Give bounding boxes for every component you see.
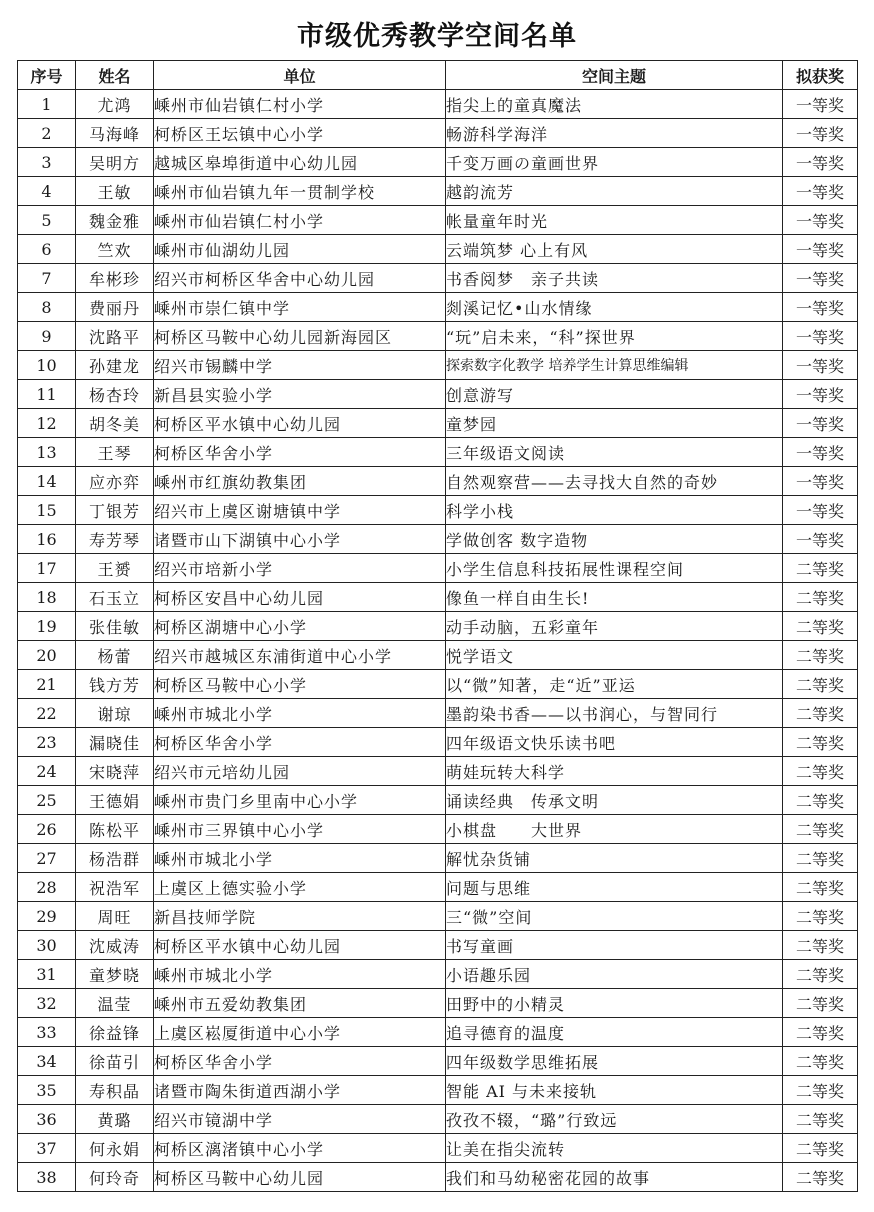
cell-name: 宋晓萍 bbox=[76, 757, 154, 786]
cell-award: 一等奖 bbox=[783, 438, 858, 467]
table-row bbox=[18, 264, 858, 293]
cell-name: 竺欢 bbox=[76, 235, 154, 264]
cell-name: 童梦晓 bbox=[76, 960, 154, 989]
cell-name: 祝浩军 bbox=[76, 873, 154, 902]
cell-award: 二等奖 bbox=[783, 612, 858, 641]
cell-name: 牟彬珍 bbox=[76, 264, 154, 293]
cell-theme: 越韵流芳 bbox=[446, 177, 783, 206]
cell-theme: 创意游写 bbox=[446, 380, 783, 409]
cell-award: 二等奖 bbox=[783, 1134, 858, 1163]
cell-unit: 柯桥区马鞍中心幼儿园 bbox=[154, 1163, 446, 1192]
table-row bbox=[18, 1163, 858, 1192]
cell-name: 钱方芳 bbox=[76, 670, 154, 699]
cell-award: 二等奖 bbox=[783, 960, 858, 989]
cell-number: 12 bbox=[18, 409, 76, 438]
cell-award: 二等奖 bbox=[783, 786, 858, 815]
cell-number: 15 bbox=[18, 496, 76, 525]
cell-award: 一等奖 bbox=[783, 409, 858, 438]
cell-theme: 解忧杂货铺 bbox=[446, 844, 783, 873]
cell-number: 31 bbox=[18, 960, 76, 989]
cell-theme: 童梦园 bbox=[446, 409, 783, 438]
cell-unit: 柯桥区平水镇中心幼儿园 bbox=[154, 931, 446, 960]
table-row bbox=[18, 757, 858, 786]
cell-name: 胡冬美 bbox=[76, 409, 154, 438]
cell-theme: 剡溪记忆•山水情缘 bbox=[446, 293, 783, 322]
cell-theme: 三年级语文阅读 bbox=[446, 438, 783, 467]
table-row bbox=[18, 235, 858, 264]
table-row bbox=[18, 699, 858, 728]
cell-name: 丁银芳 bbox=[76, 496, 154, 525]
cell-theme: 动手动脑，五彩童年 bbox=[446, 612, 783, 641]
table-row bbox=[18, 873, 858, 902]
cell-unit: 上虞区崧厦街道中心小学 bbox=[154, 1018, 446, 1047]
cell-number: 24 bbox=[18, 757, 76, 786]
cell-unit: 嵊州市仙湖幼儿园 bbox=[154, 235, 446, 264]
cell-number: 6 bbox=[18, 235, 76, 264]
cell-number: 5 bbox=[18, 206, 76, 235]
cell-unit: 柯桥区马鞍中心幼儿园新海园区 bbox=[154, 322, 446, 351]
cell-name: 陈松平 bbox=[76, 815, 154, 844]
cell-unit: 嵊州市城北小学 bbox=[154, 960, 446, 989]
cell-unit: 绍兴市上虞区谢塘镇中学 bbox=[154, 496, 446, 525]
cell-theme: 追寻德育的温度 bbox=[446, 1018, 783, 1047]
cell-theme: 田野中的小精灵 bbox=[446, 989, 783, 1018]
cell-number: 1 bbox=[18, 90, 76, 119]
cell-unit: 柯桥区华舍小学 bbox=[154, 728, 446, 757]
cell-name: 寿积晶 bbox=[76, 1076, 154, 1105]
cell-name: 沈路平 bbox=[76, 322, 154, 351]
cell-name: 费丽丹 bbox=[76, 293, 154, 322]
cell-name: 寿芳琴 bbox=[76, 525, 154, 554]
header-unit: 单位 bbox=[154, 61, 446, 90]
cell-award: 一等奖 bbox=[783, 380, 858, 409]
cell-award: 二等奖 bbox=[783, 931, 858, 960]
cell-theme: 以“微”知著，走“近”亚运 bbox=[446, 670, 783, 699]
cell-number: 32 bbox=[18, 989, 76, 1018]
header-award: 拟获奖 bbox=[783, 61, 858, 90]
cell-unit: 绍兴市柯桥区华舍中心幼儿园 bbox=[154, 264, 446, 293]
cell-theme: 我们和马幼秘密花园的故事 bbox=[446, 1163, 783, 1192]
cell-theme: 小语趣乐园 bbox=[446, 960, 783, 989]
table-row bbox=[18, 119, 858, 148]
cell-theme: 四年级语文快乐读书吧 bbox=[446, 728, 783, 757]
cell-theme: 四年级数学思维拓展 bbox=[446, 1047, 783, 1076]
cell-number: 4 bbox=[18, 177, 76, 206]
cell-name: 魏金雅 bbox=[76, 206, 154, 235]
cell-award: 二等奖 bbox=[783, 1018, 858, 1047]
cell-award: 一等奖 bbox=[783, 264, 858, 293]
cell-name: 石玉立 bbox=[76, 583, 154, 612]
table-row bbox=[18, 1047, 858, 1076]
cell-name: 王琴 bbox=[76, 438, 154, 467]
cell-theme: 诵读经典 传承文明 bbox=[446, 786, 783, 815]
cell-unit: 嵊州市仙岩镇仁村小学 bbox=[154, 206, 446, 235]
cell-name: 何永娟 bbox=[76, 1134, 154, 1163]
cell-award: 二等奖 bbox=[783, 1047, 858, 1076]
cell-unit: 绍兴市越城区东浦街道中心小学 bbox=[154, 641, 446, 670]
cell-theme: 探索数字化教学 培养学生计算思维编辑 bbox=[446, 351, 783, 380]
cell-number: 19 bbox=[18, 612, 76, 641]
table-row bbox=[18, 1134, 858, 1163]
cell-number: 16 bbox=[18, 525, 76, 554]
cell-theme: 像鱼一样自由生长! bbox=[446, 583, 783, 612]
cell-award: 一等奖 bbox=[783, 496, 858, 525]
cell-number: 25 bbox=[18, 786, 76, 815]
cell-name: 杨浩群 bbox=[76, 844, 154, 873]
cell-theme: 小棋盘 大世界 bbox=[446, 815, 783, 844]
table-row bbox=[18, 1105, 858, 1134]
cell-award: 一等奖 bbox=[783, 467, 858, 496]
cell-theme: 小学生信息科技拓展性课程空间 bbox=[446, 554, 783, 583]
table-row bbox=[18, 554, 858, 583]
table-row bbox=[18, 670, 858, 699]
cell-number: 21 bbox=[18, 670, 76, 699]
table-body bbox=[18, 90, 858, 1192]
table-row bbox=[18, 351, 858, 380]
cell-number: 28 bbox=[18, 873, 76, 902]
cell-number: 20 bbox=[18, 641, 76, 670]
cell-number: 9 bbox=[18, 322, 76, 351]
cell-award: 一等奖 bbox=[783, 525, 858, 554]
cell-theme: 墨韵染书香——以书润心，与智同行 bbox=[446, 699, 783, 728]
cell-number: 30 bbox=[18, 931, 76, 960]
table-row bbox=[18, 438, 858, 467]
table-row bbox=[18, 525, 858, 554]
cell-number: 27 bbox=[18, 844, 76, 873]
table-row bbox=[18, 786, 858, 815]
table-row bbox=[18, 902, 858, 931]
cell-award: 二等奖 bbox=[783, 583, 858, 612]
cell-award: 二等奖 bbox=[783, 1105, 858, 1134]
cell-award: 一等奖 bbox=[783, 351, 858, 380]
table-row bbox=[18, 177, 858, 206]
cell-theme: 萌娃玩转大科学 bbox=[446, 757, 783, 786]
cell-number: 7 bbox=[18, 264, 76, 293]
cell-theme: 学做创客 数字造物 bbox=[446, 525, 783, 554]
table-row bbox=[18, 293, 858, 322]
cell-award: 二等奖 bbox=[783, 815, 858, 844]
cell-award: 一等奖 bbox=[783, 119, 858, 148]
cell-number: 22 bbox=[18, 699, 76, 728]
cell-award: 二等奖 bbox=[783, 989, 858, 1018]
cell-number: 17 bbox=[18, 554, 76, 583]
cell-name: 孙建龙 bbox=[76, 351, 154, 380]
cell-name: 应亦弈 bbox=[76, 467, 154, 496]
cell-name: 谢琼 bbox=[76, 699, 154, 728]
cell-unit: 柯桥区湖塘中心小学 bbox=[154, 612, 446, 641]
cell-name: 王敏 bbox=[76, 177, 154, 206]
table-row bbox=[18, 844, 858, 873]
cell-award: 二等奖 bbox=[783, 902, 858, 931]
cell-award: 一等奖 bbox=[783, 235, 858, 264]
cell-award: 二等奖 bbox=[783, 757, 858, 786]
cell-name: 尤鸿 bbox=[76, 90, 154, 119]
table-row bbox=[18, 960, 858, 989]
header-num: 序号 bbox=[18, 61, 76, 90]
cell-unit: 嵊州市城北小学 bbox=[154, 844, 446, 873]
table-row bbox=[18, 409, 858, 438]
cell-unit: 嵊州市仙岩镇仁村小学 bbox=[154, 90, 446, 119]
cell-unit: 绍兴市锡麟中学 bbox=[154, 351, 446, 380]
cell-unit: 诸暨市山下湖镇中心小学 bbox=[154, 525, 446, 554]
cell-number: 14 bbox=[18, 467, 76, 496]
cell-number: 13 bbox=[18, 438, 76, 467]
cell-award: 一等奖 bbox=[783, 148, 858, 177]
cell-award: 二等奖 bbox=[783, 844, 858, 873]
cell-unit: 绍兴市元培幼儿园 bbox=[154, 757, 446, 786]
cell-number: 8 bbox=[18, 293, 76, 322]
cell-award: 二等奖 bbox=[783, 873, 858, 902]
cell-unit: 嵊州市红旗幼教集团 bbox=[154, 467, 446, 496]
table-row bbox=[18, 1076, 858, 1105]
cell-unit: 柯桥区华舍小学 bbox=[154, 438, 446, 467]
cell-number: 33 bbox=[18, 1018, 76, 1047]
cell-award: 一等奖 bbox=[783, 90, 858, 119]
table-row bbox=[18, 931, 858, 960]
cell-unit: 绍兴市培新小学 bbox=[154, 554, 446, 583]
cell-theme: 书写童画 bbox=[446, 931, 783, 960]
cell-number: 3 bbox=[18, 148, 76, 177]
table-row bbox=[18, 90, 858, 119]
table-row bbox=[18, 206, 858, 235]
cell-award: 二等奖 bbox=[783, 728, 858, 757]
cell-number: 26 bbox=[18, 815, 76, 844]
cell-award: 二等奖 bbox=[783, 699, 858, 728]
cell-name: 吴明方 bbox=[76, 148, 154, 177]
cell-name: 何玲奇 bbox=[76, 1163, 154, 1192]
table-row bbox=[18, 583, 858, 612]
cell-name: 王赟 bbox=[76, 554, 154, 583]
cell-unit: 越城区皋埠街道中心幼儿园 bbox=[154, 148, 446, 177]
cell-name: 杨蕾 bbox=[76, 641, 154, 670]
cell-unit: 嵊州市三界镇中心小学 bbox=[154, 815, 446, 844]
cell-theme: 自然观察营——去寻找大自然的奇妙 bbox=[446, 467, 783, 496]
table-row bbox=[18, 380, 858, 409]
cell-number: 34 bbox=[18, 1047, 76, 1076]
table-row bbox=[18, 815, 858, 844]
cell-number: 37 bbox=[18, 1134, 76, 1163]
cell-name: 张佳敏 bbox=[76, 612, 154, 641]
table-row bbox=[18, 322, 858, 351]
table-row bbox=[18, 728, 858, 757]
cell-number: 11 bbox=[18, 380, 76, 409]
cell-name: 杨杏玲 bbox=[76, 380, 154, 409]
cell-number: 23 bbox=[18, 728, 76, 757]
cell-number: 29 bbox=[18, 902, 76, 931]
cell-theme: “玩”启未来，“科”探世界 bbox=[446, 322, 783, 351]
cell-theme: 指尖上的童真魔法 bbox=[446, 90, 783, 119]
cell-award: 一等奖 bbox=[783, 206, 858, 235]
header-theme: 空间主题 bbox=[446, 61, 783, 90]
cell-award: 二等奖 bbox=[783, 670, 858, 699]
cell-award: 二等奖 bbox=[783, 554, 858, 583]
cell-theme: 三“微”空间 bbox=[446, 902, 783, 931]
cell-unit: 柯桥区漓渚镇中心小学 bbox=[154, 1134, 446, 1163]
cell-theme: 让美在指尖流转 bbox=[446, 1134, 783, 1163]
cell-name: 徐益锋 bbox=[76, 1018, 154, 1047]
cell-name: 马海峰 bbox=[76, 119, 154, 148]
cell-theme: 科学小栈 bbox=[446, 496, 783, 525]
cell-award: 一等奖 bbox=[783, 177, 858, 206]
cell-name: 沈威涛 bbox=[76, 931, 154, 960]
cell-unit: 新昌技师学院 bbox=[154, 902, 446, 931]
cell-unit: 柯桥区平水镇中心幼儿园 bbox=[154, 409, 446, 438]
cell-theme: 智能 AI 与未来接轨 bbox=[446, 1076, 783, 1105]
page-title: 市级优秀教学空间名单 bbox=[297, 21, 577, 52]
cell-award: 一等奖 bbox=[783, 322, 858, 351]
cell-name: 周旺 bbox=[76, 902, 154, 931]
cell-unit: 柯桥区王坛镇中心小学 bbox=[154, 119, 446, 148]
cell-number: 36 bbox=[18, 1105, 76, 1134]
cell-unit: 柯桥区安昌中心幼儿园 bbox=[154, 583, 446, 612]
table-row bbox=[18, 989, 858, 1018]
table-row bbox=[18, 496, 858, 525]
award-roster-table bbox=[17, 60, 858, 1192]
cell-theme: 千变万画の童画世界 bbox=[446, 148, 783, 177]
cell-theme: 帐量童年时光 bbox=[446, 206, 783, 235]
cell-award: 二等奖 bbox=[783, 1163, 858, 1192]
cell-theme: 云端筑梦 心上有风 bbox=[446, 235, 783, 264]
cell-theme: 问题与思维 bbox=[446, 873, 783, 902]
cell-name: 温莹 bbox=[76, 989, 154, 1018]
cell-name: 黄璐 bbox=[76, 1105, 154, 1134]
header-name: 姓名 bbox=[76, 61, 154, 90]
cell-unit: 嵊州市五爱幼教集团 bbox=[154, 989, 446, 1018]
cell-number: 35 bbox=[18, 1076, 76, 1105]
cell-theme: 畅游科学海洋 bbox=[446, 119, 783, 148]
table-row bbox=[18, 148, 858, 177]
cell-award: 二等奖 bbox=[783, 1076, 858, 1105]
cell-number: 38 bbox=[18, 1163, 76, 1192]
cell-number: 10 bbox=[18, 351, 76, 380]
cell-name: 王德娟 bbox=[76, 786, 154, 815]
cell-unit: 嵊州市贵门乡里南中心小学 bbox=[154, 786, 446, 815]
cell-unit: 上虞区上德实验小学 bbox=[154, 873, 446, 902]
cell-award: 二等奖 bbox=[783, 641, 858, 670]
cell-unit: 绍兴市镜湖中学 bbox=[154, 1105, 446, 1134]
cell-unit: 嵊州市仙岩镇九年一贯制学校 bbox=[154, 177, 446, 206]
cell-theme: 悦学语文 bbox=[446, 641, 783, 670]
cell-unit: 诸暨市陶朱街道西湖小学 bbox=[154, 1076, 446, 1105]
table-row bbox=[18, 612, 858, 641]
cell-number: 2 bbox=[18, 119, 76, 148]
table-row bbox=[18, 1018, 858, 1047]
cell-theme: 书香阅梦 亲子共读 bbox=[446, 264, 783, 293]
cell-number: 18 bbox=[18, 583, 76, 612]
table-header-row bbox=[18, 61, 858, 90]
cell-name: 徐苗引 bbox=[76, 1047, 154, 1076]
cell-unit: 新昌县实验小学 bbox=[154, 380, 446, 409]
table-row bbox=[18, 467, 858, 496]
cell-unit: 柯桥区华舍小学 bbox=[154, 1047, 446, 1076]
cell-theme: 孜孜不辍，“璐”行致远 bbox=[446, 1105, 783, 1134]
cell-unit: 嵊州市崇仁镇中学 bbox=[154, 293, 446, 322]
cell-unit: 柯桥区马鞍中心小学 bbox=[154, 670, 446, 699]
cell-unit: 嵊州市城北小学 bbox=[154, 699, 446, 728]
table-row bbox=[18, 641, 858, 670]
cell-award: 一等奖 bbox=[783, 293, 858, 322]
cell-name: 漏晓佳 bbox=[76, 728, 154, 757]
